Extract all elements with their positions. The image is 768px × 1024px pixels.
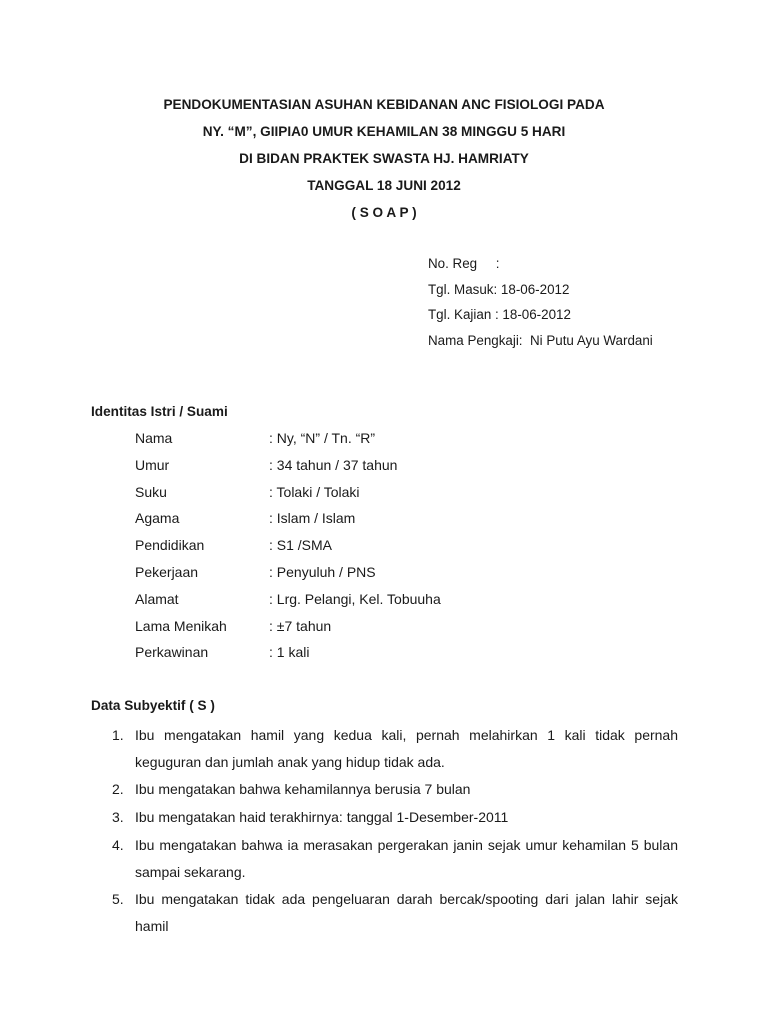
list-item: [108, 804, 678, 831]
assessor-name: Nama Pengkaji: Ni Putu Ayu Wardani: [428, 332, 653, 348]
identity-label: Suku: [135, 483, 167, 500]
identity-label: Alamat: [135, 590, 179, 607]
title-line: NY. “M”, GIIPIA0 UMUR KEHAMILAN 38 MINGGU 5 HARI: [202, 124, 566, 139]
list-item: [108, 832, 678, 885]
identity-value: : Penyuluh / PNS: [269, 563, 376, 580]
list-item: [108, 886, 678, 939]
subjective-heading: Data Subyektif ( S ): [91, 698, 215, 713]
registration-block: [428, 251, 653, 353]
identity-value: : S1 /SMA: [269, 537, 333, 554]
admission-date: Tgl. Masuk: 18-06-2012: [428, 281, 570, 297]
identity-heading: Identitas Istri / Suami: [91, 404, 228, 419]
subjective-list: [108, 722, 678, 941]
title-line: DI BIDAN PRAKTEK SWASTA HJ. HAMRIATY: [239, 151, 529, 166]
assessment-date: Tgl. Kajian : 18-06-2012: [428, 307, 571, 322]
document-title: [0, 91, 768, 226]
list-item: [108, 722, 678, 775]
identity-label: Pendidikan: [135, 537, 205, 554]
list-item-number: 4.: [112, 836, 124, 853]
list-item: [108, 776, 678, 803]
list-item-number: 1.: [112, 727, 124, 743]
identity-label: Agama: [135, 510, 180, 527]
identity-label: Perkawinan: [135, 644, 209, 661]
title-line: ( S O A P ): [351, 205, 417, 220]
list-item-number: 2.: [112, 781, 124, 798]
identity-label: Umur: [135, 456, 170, 473]
identity-label: Nama: [135, 430, 173, 446]
identity-value: : Lrg. Pelangi, Kel. Tobuuha: [269, 590, 441, 607]
registration-number: No. Reg :: [428, 256, 500, 271]
list-item-number: 3.: [112, 809, 124, 826]
title-line: PENDOKUMENTASIAN ASUHAN KEBIDANAN ANC FISIOLOGI PADA: [163, 97, 605, 112]
identity-value: : Tolaki / Tolaki: [269, 483, 360, 500]
list-item-number: 5.: [112, 891, 124, 908]
identity-value: : Ny, “N” / Tn. “R”: [269, 430, 376, 446]
identity-label: Lama Menikah: [135, 617, 227, 634]
list-item-text: Ibu mengatakan hamil yang kedua kali, pernah melahirkan 1 kali tidak pernah keguguran dan jumlah anak yang hidup tidak ada.: [135, 727, 678, 770]
list-item-text: Ibu mengatakan tidak ada pengeluaran darah bercak/spooting dari jalan lahir sejak hamil: [135, 891, 678, 934]
identity-value: : 1 kali: [269, 644, 310, 661]
list-item-text: Ibu mengatakan bahwa kehamilannya berusia 7 bulan: [135, 781, 471, 798]
identity-label: Pekerjaan: [135, 563, 199, 580]
identity-value: : ±7 tahun: [269, 617, 332, 634]
list-item-text: Ibu mengatakan bahwa ia merasakan pergerakan janin sejak umur kehamilan 5 bulan sampai sekarang.: [135, 836, 678, 880]
title-line: TANGGAL 18 JUNI 2012: [307, 178, 461, 193]
list-item-text: Ibu mengatakan haid terakhirnya: tanggal 1-Desember-2011: [135, 809, 509, 826]
identity-value: : Islam / Islam: [269, 510, 356, 527]
identity-value: : 34 tahun / 37 tahun: [269, 456, 398, 473]
